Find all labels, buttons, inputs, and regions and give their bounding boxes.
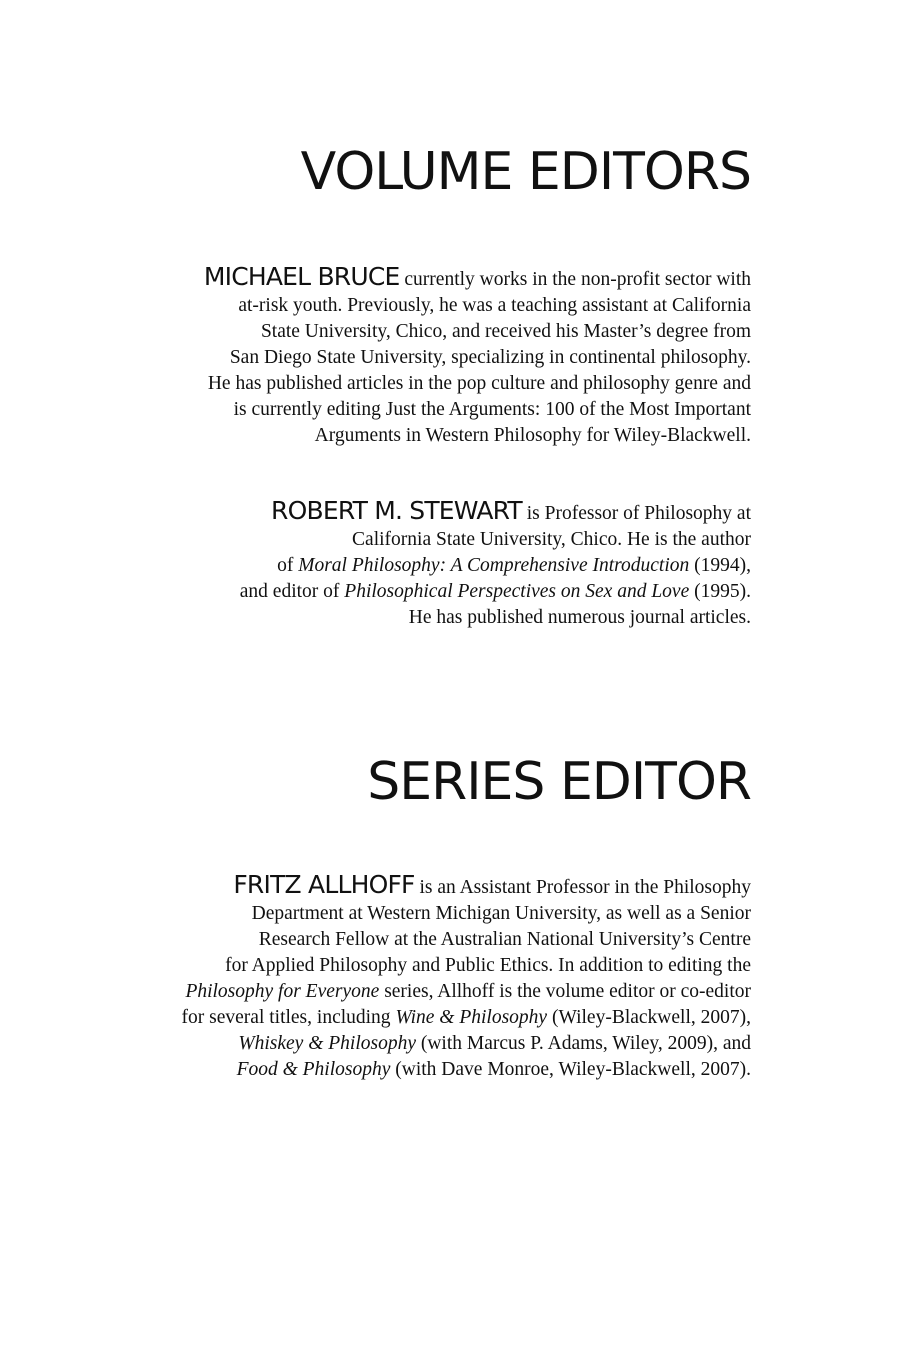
- book-title: Wine & Philosophy: [395, 1007, 548, 1028]
- bio-line: State University, Chico, and received his Master’s degree from: [260, 321, 751, 342]
- bio-line: for Applied Philosophy and Public Ethics. In addition to editing the: [225, 955, 751, 976]
- bio-line: Whiskey & Philosophy (with Marcus P. Adams, Wiley, 2009), and: [238, 1033, 751, 1054]
- bio-line: Philosophy for Everyone series, Allhoff is the volume editor or co-editor: [185, 981, 751, 1002]
- bio-line: at-risk youth. Previously, he was a teaching assistant at California: [238, 295, 751, 316]
- bio-line: He has published numerous journal articles.: [408, 607, 751, 628]
- book-title: Philosophical Perspectives on Sex and Love: [344, 581, 690, 602]
- bio-line: Arguments in Western Philosophy for Wiley-Blackwell.: [314, 425, 751, 446]
- bio-line: He has published articles in the pop culture and philosophy genre and: [207, 373, 751, 394]
- fritz-allhoff-bio: [182, 872, 751, 1083]
- bio-line: Department at Western Michigan University, as well as a Senior: [251, 903, 751, 924]
- bio-line: Food & Philosophy (with Dave Monroe, Wiley-Blackwell, 2007).: [236, 1059, 751, 1080]
- bio-line: for several titles, including Wine & Philosophy (Wiley-Blackwell, 2007),: [181, 1007, 751, 1028]
- bio-line: California State University, Chico. He is the author: [352, 529, 751, 550]
- bio-line: is currently editing Just the Arguments: 100 of the Most Important: [233, 399, 751, 420]
- book-title: Food & Philosophy: [236, 1059, 391, 1080]
- bio-line: of Moral Philosophy: A Comprehensive Introduction (1994),: [277, 555, 751, 576]
- book-title: Moral Philosophy: A Comprehensive Introduction: [298, 555, 690, 576]
- bio-line: Research Fellow at the Australian National University’s Centre: [258, 929, 751, 950]
- series-editor-heading: SERIES EDITOR: [367, 752, 751, 812]
- editor-name: ROBERT M. STEWART: [271, 496, 522, 525]
- bio-line: and editor of Philosophical Perspectives on Sex and Love (1995).: [239, 581, 751, 602]
- volume-editors-heading: VOLUME EDITORS: [300, 142, 751, 202]
- bio-line: FRITZ ALLHOFF is an Assistant Professor in the Philosophy: [233, 870, 751, 899]
- book-title: Philosophy for Everyone: [185, 981, 380, 1002]
- michael-bruce-bio: [204, 264, 751, 449]
- bio-line: MICHAEL BRUCE currently works in the non-profit sector with: [203, 262, 751, 291]
- robert-stewart-bio: [240, 498, 751, 631]
- editor-name: MICHAEL BRUCE: [203, 262, 400, 291]
- editor-name: FRITZ ALLHOFF: [233, 870, 415, 899]
- bio-line: ROBERT M. STEWART is Professor of Philosophy at: [271, 496, 751, 525]
- book-title: Whiskey & Philosophy: [238, 1033, 416, 1054]
- bio-line: San Diego State University, specializing in continental philosophy.: [229, 347, 751, 368]
